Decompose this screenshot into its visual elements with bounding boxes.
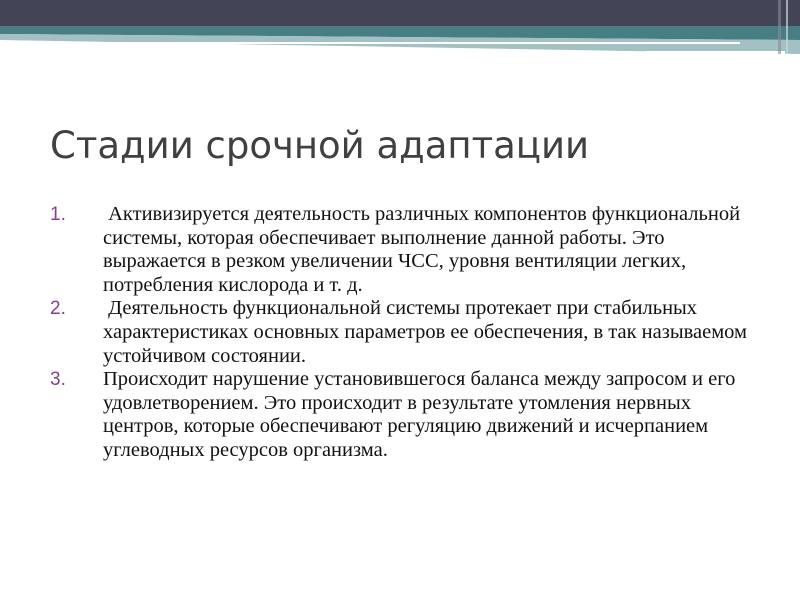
list-number: 2. xyxy=(50,298,66,320)
list-item-text: Происходит нарушение установившегося баланса между запросом и его удовлетворением. Это происходит в результате утомления нервных центров, которые обеспечивают регуляцию движений и исчерпанием углеводных ресурсов организма. xyxy=(103,368,741,461)
list-number: 1. xyxy=(50,204,66,225)
slide-title: Стадии срочной адаптации xyxy=(50,124,590,167)
list-item xyxy=(50,368,750,462)
list-item-text: Активизируется деятельность различных компонентов функциональной системы, которая обеспечивает выполнение данной работы. Это выражается в резком увеличении ЧСС, уровня вентиляции легких, потребления кислорода и т. д. xyxy=(103,203,746,296)
stages-list xyxy=(50,203,753,463)
list-item xyxy=(50,203,750,297)
list-item-text: Деятельность функциональной системы протекает при стабильных характеристиках основных параметров ее обеспечения, в так называемом устойчивом состоянии. xyxy=(103,297,753,367)
list-number: 3. xyxy=(50,369,66,391)
list-item xyxy=(50,297,753,368)
decorative-header-bar xyxy=(0,0,800,60)
